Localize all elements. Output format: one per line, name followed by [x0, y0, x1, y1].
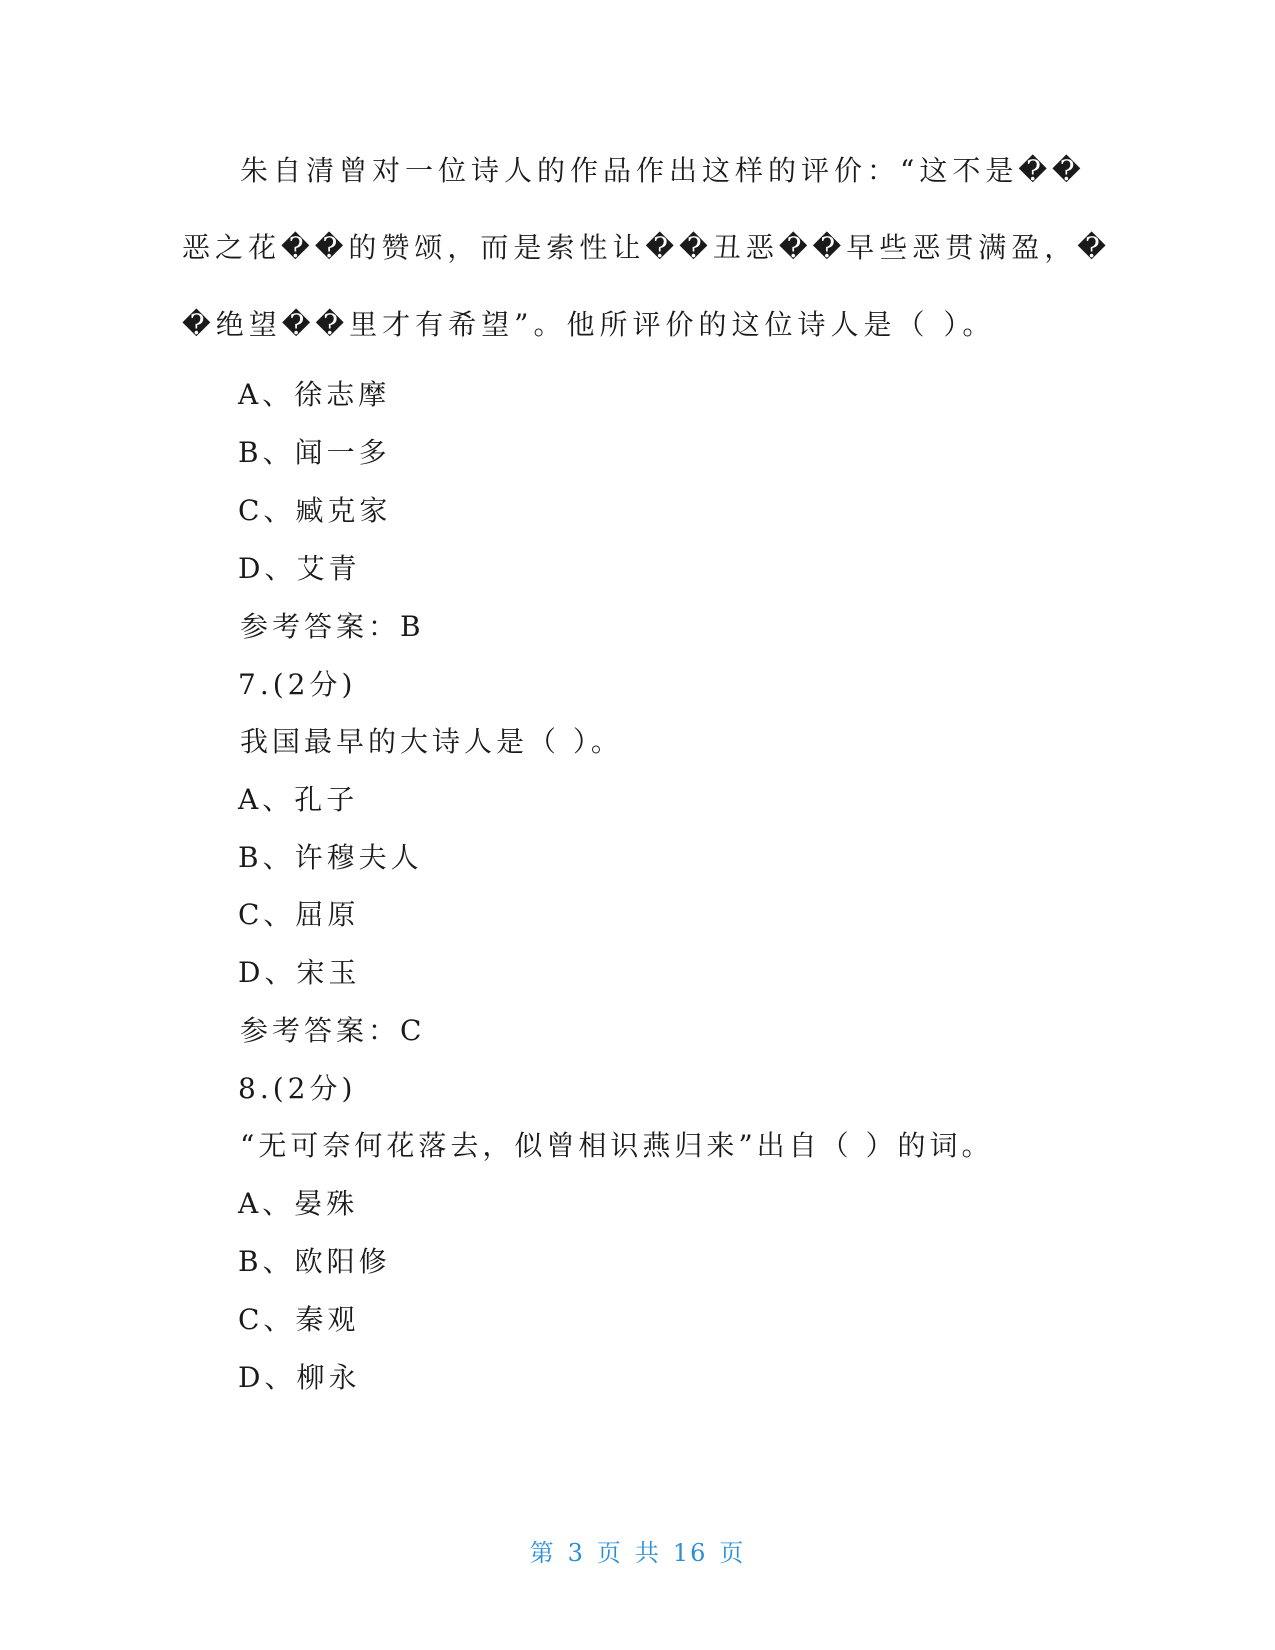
q6-stem-line-1: 朱自清曾对一位诗人的作品作出这样的评价：“这不是�� [240, 154, 1086, 187]
q8-stem: “无可奈何花落去，似曾相识燕归来”出自（ ）的词。 [240, 1129, 994, 1162]
q8-option-d: D、柳永 [238, 1361, 361, 1394]
q6-option-a: A、徐志摩 [238, 378, 391, 411]
q7-answer: 参考答案：C [240, 1014, 426, 1047]
q6-answer: 参考答案：B [240, 610, 425, 643]
footer-total-pages: 16 [672, 1539, 708, 1567]
footer-current-page: 3 [567, 1539, 585, 1567]
footer-label-di: 第 [529, 1539, 556, 1567]
q8-option-c: C、秦观 [238, 1303, 360, 1336]
q6-stem-line-2: 恶之花��的赞颂，而是索性让��丑恶��早些恶贯满盈，� [182, 231, 1111, 264]
q6-option-d: D、艾青 [238, 552, 361, 585]
q6-stem-line-3: �绝望��里才有希望”。他所评价的这位诗人是（ ）。 [182, 308, 996, 341]
q6-option-b: B、闻一多 [238, 436, 391, 469]
page-footer [0, 1533, 1275, 1568]
q7-number: 7.(2分) [238, 668, 357, 701]
q7-stem: 我国最早的大诗人是（ ）。 [240, 725, 623, 758]
q8-option-a: A、晏殊 [238, 1187, 359, 1220]
q7-option-d: D、宋玉 [238, 956, 361, 989]
q8-option-b: B、欧阳修 [238, 1245, 391, 1278]
q6-option-c: C、臧克家 [238, 494, 392, 527]
footer-label-ye: 页 [596, 1539, 623, 1567]
footer-label-gong: 共 [634, 1539, 661, 1567]
q8-number: 8.(2分) [238, 1072, 357, 1105]
q7-option-a: A、孔子 [238, 783, 359, 816]
q7-option-c: C、屈原 [238, 898, 360, 931]
q7-option-b: B、许穆夫人 [238, 841, 423, 874]
footer-label-ye-2: 页 [719, 1539, 746, 1567]
